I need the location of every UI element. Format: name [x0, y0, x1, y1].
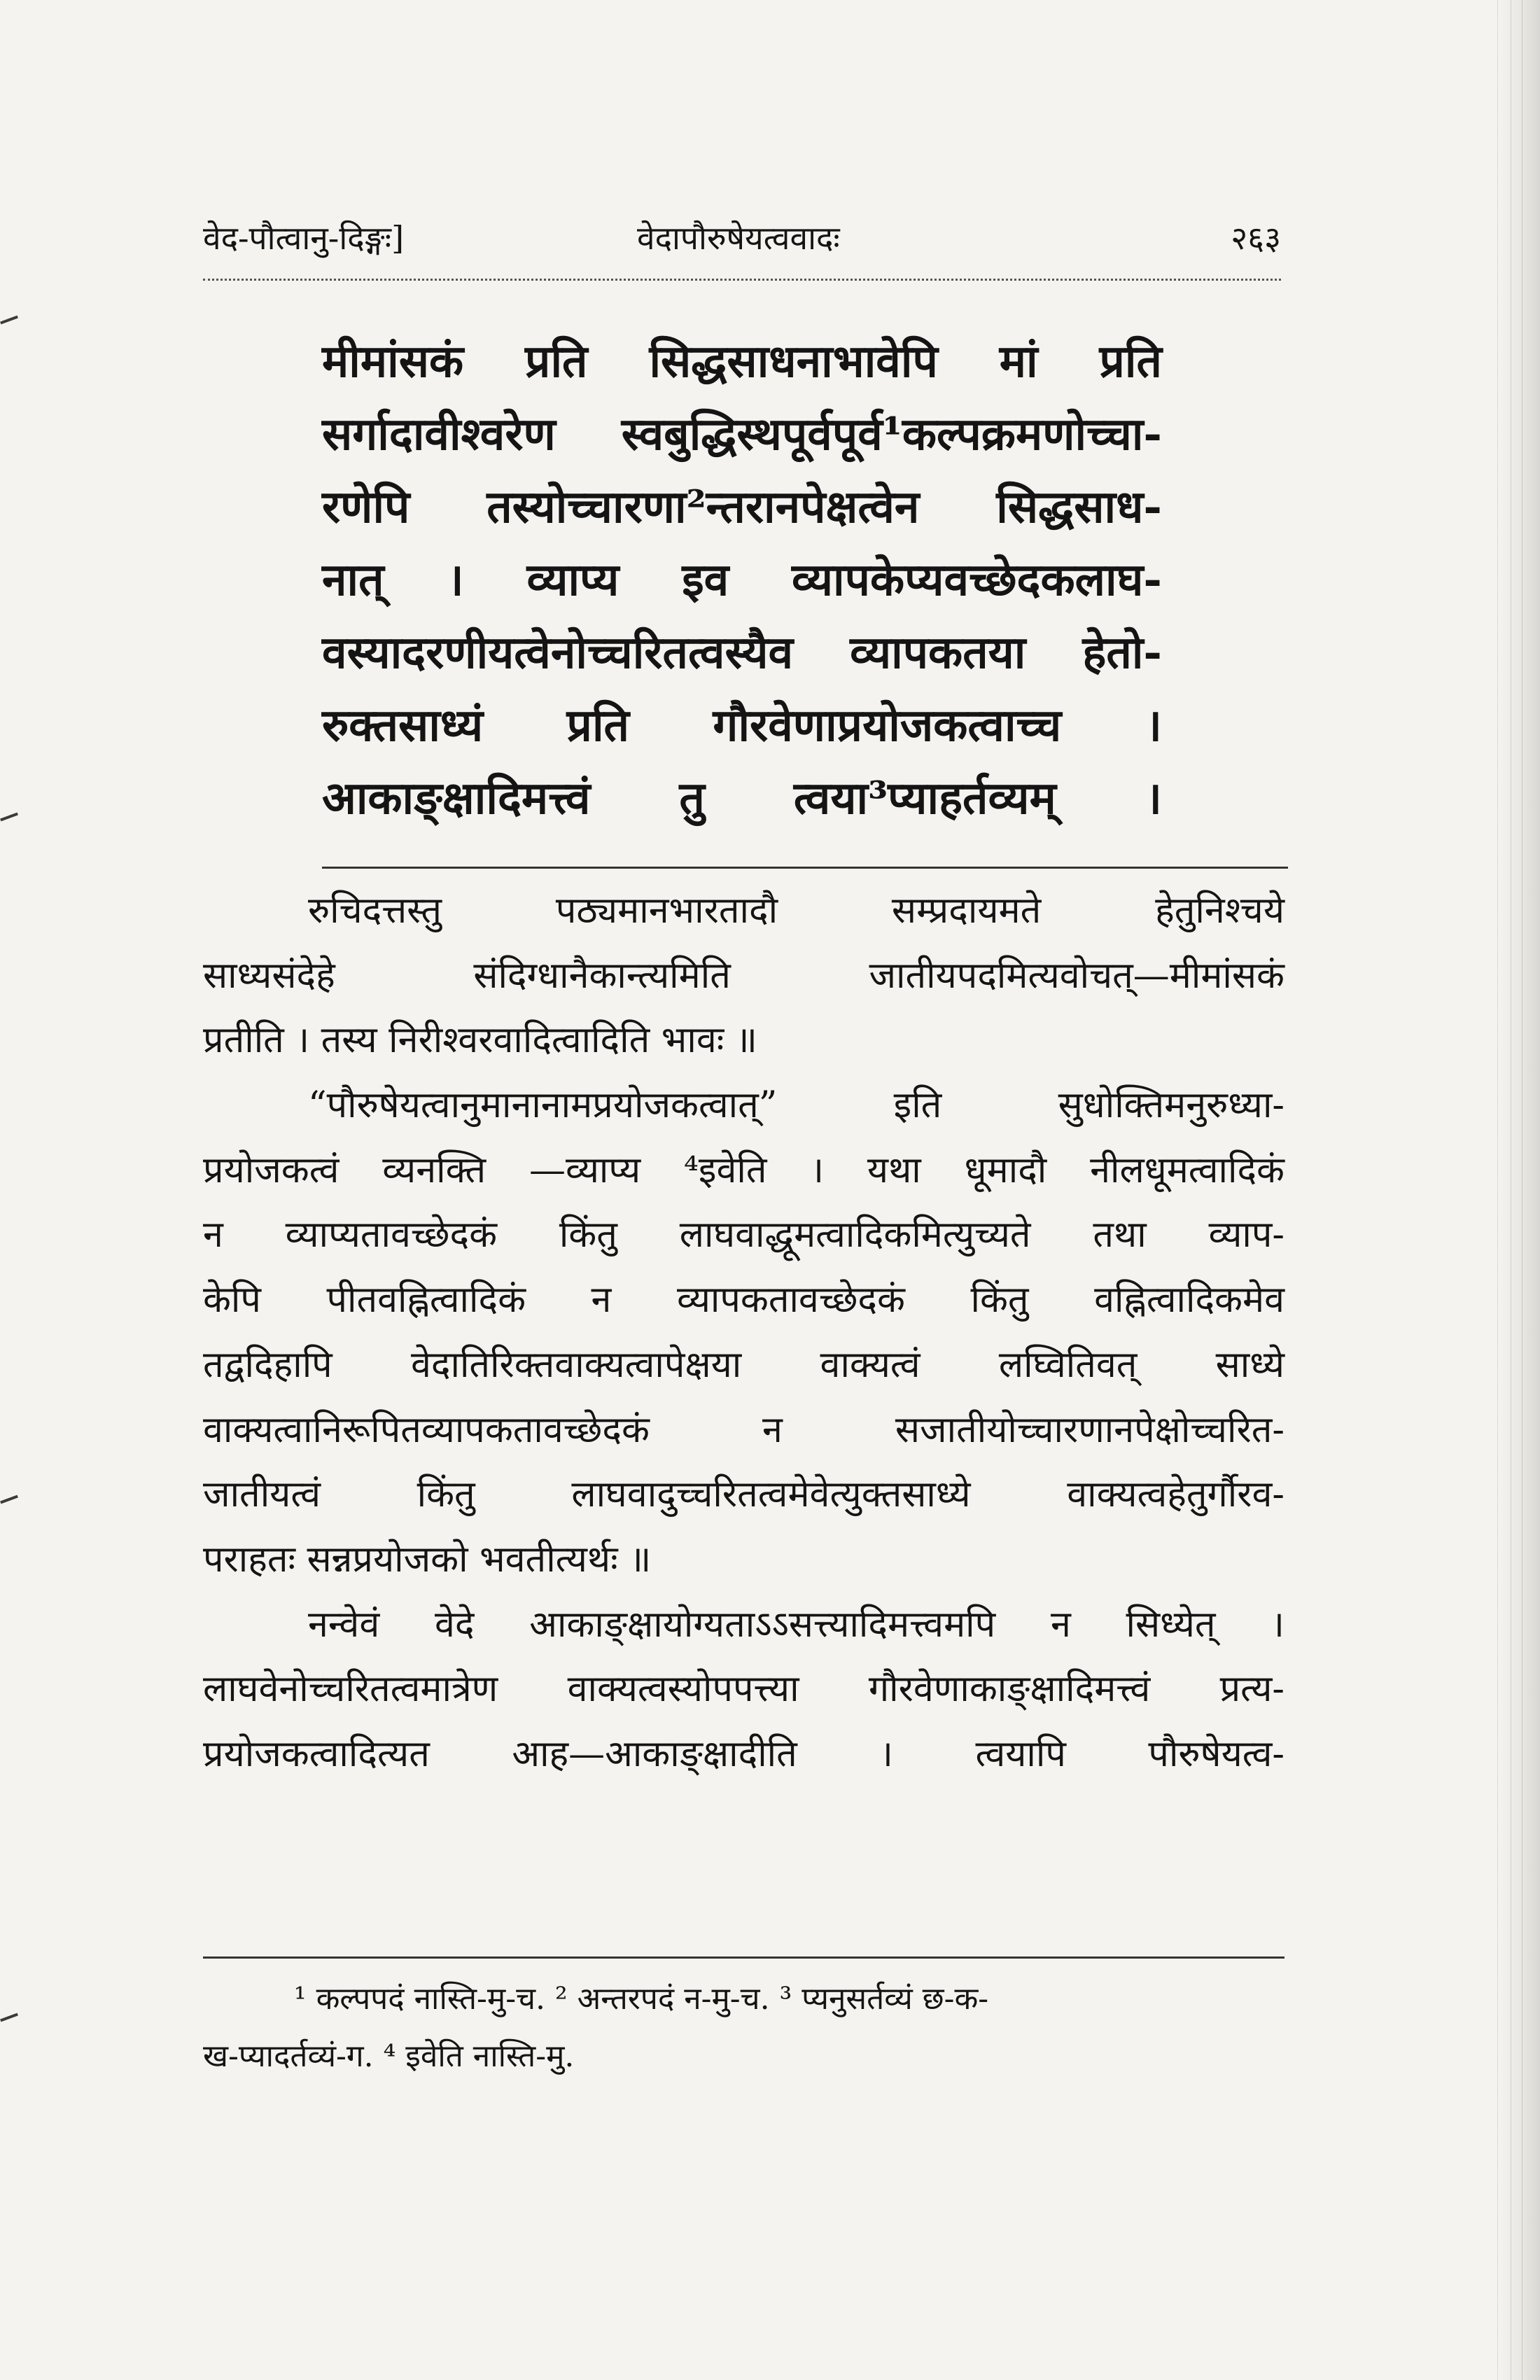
page-number: २६३	[1231, 219, 1281, 257]
commentary-line: न व्याप्यतावच्छेदकं किंतु लाघवाद्धूमत्वादिकमित्युच्यते तथा व्याप-	[203, 1214, 1284, 1256]
main-text-line: रुक्तसाध्यं प्रति गौरवेणाप्रयोजकत्वाच्च ।	[322, 699, 1162, 752]
commentary-line: साध्यसंदेहे संदिग्धानैकान्त्यमिति जातीयपदमित्यवोचत्—मीमांसकं	[203, 954, 1284, 997]
commentary-line: रुचिदत्तस्तु पठ्यमानभारतादौ सम्प्रदायमते हेतुनिश्चये	[308, 890, 1284, 932]
commentary-line: प्रयोजकत्वादित्यत आह—आकाङ्क्षादीति । त्वयापि पौरुषेयत्व-	[203, 1732, 1284, 1775]
commentary-line: लाघवेनोच्चरितत्वमात्रेण वाक्यत्वस्योपपत्त्या गौरवेणाकाङ्क्षादिमत्त्वं प्रत्य-	[203, 1668, 1284, 1711]
commentary-line: पराहतः सन्नप्रयोजको भवतीत्यर्थः ॥	[203, 1538, 652, 1581]
header-section-title: वेद-पौत्वानु-दिङ्गः]	[203, 219, 405, 257]
commentary-line: तद्वदिहापि वेदातिरिक्तवाक्यत्वापेक्षया वाक्यत्वं लघ्वितिवत् साध्ये	[203, 1343, 1284, 1386]
commentary-line: नन्वेवं वेदे आकाङ्क्षायोग्यताऽऽसत्त्यादिमत्त्वमपि न सिध्येत् ।	[308, 1603, 1284, 1646]
footnote-line: ख-प्यादर्तव्यं-ग. ⁴ इवेति नास्ति-मु.	[203, 2038, 575, 2074]
main-text-line: मीमांसकं प्रति सिद्धसाधनाभावेपि मां प्रति	[322, 335, 1162, 388]
main-text-line: वस्यादरणीयत्वेनोच्चरितत्वस्यैव व्यापकतया हेतो-	[322, 626, 1162, 679]
commentary-line: वाक्यत्वानिरूपितव्यापकतावच्छेदकं न सजातीयोच्चारणानपेक्षोच्चरित-	[203, 1408, 1284, 1451]
running-header	[203, 210, 1281, 266]
main-text-line: सर्गादावीश्वरेण स्वबुद्धिस्थपूर्वपूर्व¹कल्पक्रमणोच्चा-	[322, 408, 1162, 461]
main-text-line: रणेपि तस्योच्चारणा²न्तरानपेक्षत्वेन सिद्धसाध-	[322, 481, 1162, 533]
footnotes	[203, 1970, 1284, 2085]
header-rule	[203, 279, 1281, 281]
header-chapter-title: वेदापौरुषेयत्ववादः	[637, 219, 840, 257]
main-text-line: नात् । व्याप्य इव व्यापकेप्यवच्छेदकलाघ-	[322, 554, 1162, 606]
page-edge	[1497, 0, 1540, 2380]
commentary-line: प्रयोजकत्वं व्यनक्ति —व्याप्य ⁴इवेति । यथा धूमादौ नीलधूमत्वादिकं	[203, 1149, 1284, 1191]
main-text-line: आकाङ्क्षादिमत्त्वं तु त्वया³प्याहर्तव्यम् ।	[322, 772, 1162, 825]
commentary-line: प्रतीति । तस्य निरीश्वरवादित्वादिति भावः ॥	[203, 1019, 757, 1062]
footnote-rule	[203, 1956, 1284, 1959]
margin-mark	[0, 1495, 18, 1504]
main-text	[322, 326, 1162, 835]
commentary	[203, 878, 1284, 1787]
commentary-line: केपि पीतवह्नित्वादिकं न व्यापकतावच्छेदकं किंतु वह्नित्वादिकमेव	[203, 1279, 1284, 1322]
margin-mark	[0, 316, 18, 325]
commentary-line: जातीयत्वं किंतु लाघवादुच्चरितत्वमेवेत्युक्तसाध्ये वाक्यत्वहेतुर्गौरव-	[203, 1474, 1284, 1516]
footnote-line: ¹ कल्पपदं नास्ति-मु-च. ² अन्तरपदं न-मु-च. ³ प्यनुसर्तव्यं छ-क-	[294, 1981, 989, 2017]
commentary-line: “पौरुषेयत्वानुमानानामप्रयोजकत्वात्” इति सुधोक्तिमनुरुध्या-	[308, 1084, 1284, 1127]
margin-mark	[0, 813, 18, 822]
main-text-rule	[322, 867, 1288, 869]
margin-mark	[0, 2013, 18, 2022]
